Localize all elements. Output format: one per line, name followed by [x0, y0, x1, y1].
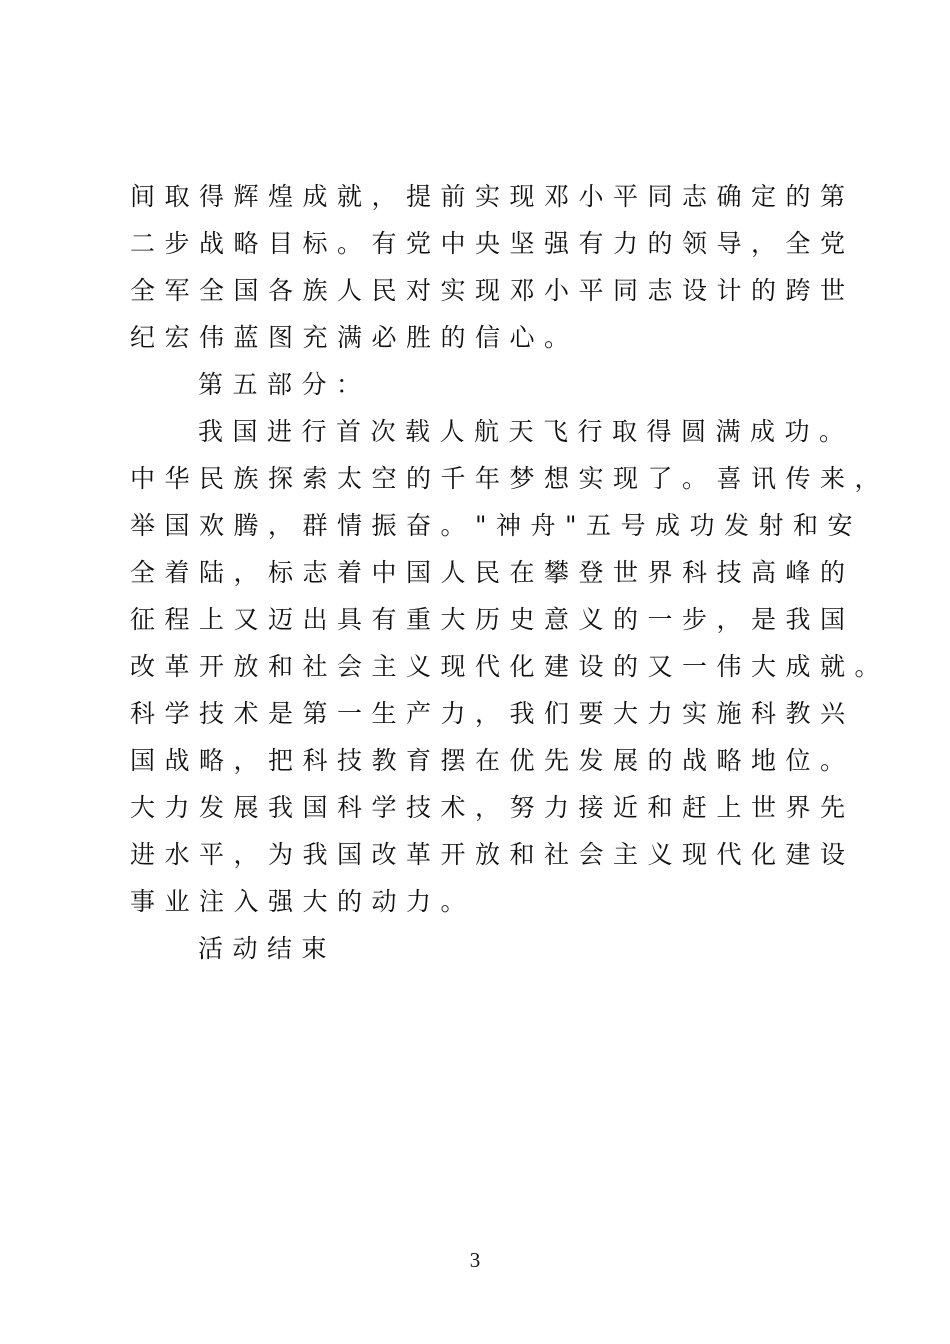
text-line: 纪宏伟蓝图充满必胜的信心。	[130, 323, 579, 352]
text-line: 科学技术是第一生产力，我们要大力实施科教兴	[130, 699, 855, 728]
text-line: 中华民族探索太空的千年梦想实现了。喜讯传来，	[130, 464, 890, 493]
text-line: 征程上又迈出具有重大历史意义的一步，是我国	[130, 605, 855, 634]
text-line: 事业注入强大的动力。	[130, 887, 476, 916]
text-line: 大力发展我国科学技术，努力接近和赶上世界先	[130, 793, 855, 822]
text-line: 国战略，把科技教育摆在优先发展的战略地位。	[130, 746, 855, 775]
page-number: 3	[469, 1248, 481, 1272]
text-line: 二步战略目标。有党中央坚强有力的领导，全党	[130, 229, 855, 258]
closing-line: 活动结束	[198, 934, 337, 963]
text-line: 全着陆，标志着中国人民在攀登世界科技高峰的	[130, 558, 855, 587]
section-heading: 第五部分：	[198, 370, 371, 399]
text-line: 举国欢腾，群情振奋。"神舟"五号成功发射和安	[130, 511, 862, 540]
text-line: 改革开放和社会主义现代化建设的又一伟大成就。	[130, 652, 890, 681]
text-line: 间取得辉煌成就，提前实现邓小平同志确定的第	[130, 182, 855, 211]
paragraph-start-line: 我国进行首次载人航天飞行取得圆满成功。	[198, 417, 854, 446]
text-line: 全军全国各族人民对实现邓小平同志设计的跨世	[130, 276, 855, 305]
body-text	[130, 173, 890, 972]
text-line: 进水平，为我国改革开放和社会主义现代化建设	[130, 840, 855, 869]
